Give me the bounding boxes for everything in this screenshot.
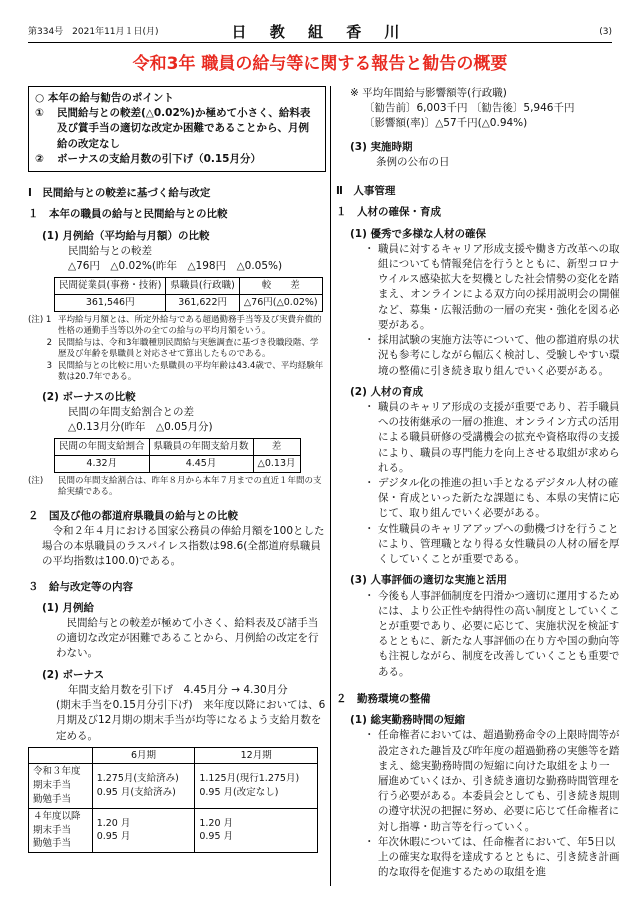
- bullet: ・ 今後も人事評価制度を円滑かつ適切に運用するためには、より公正性や納得性の高い制度としていくことが重要であり、必要に応じて、実施状況を検証するとともに、新たな人事評価の在り方や国の動向等も注視しながら、制度を改善していくことも重要である。: [364, 589, 620, 678]
- text: 〔影響額(率)〕△57千円(△0.94%): [364, 117, 528, 130]
- section-heading: Ⅱ 人事管理: [336, 185, 396, 198]
- bonus-table: 民間の年間支給割合 県職員の年間支給月数 差 4.32月 4.45月 △0.13月: [54, 438, 301, 473]
- page-number: (3): [599, 27, 612, 37]
- paragraph: (期末手当を0.15月分引下げ) 来年度以降においては、6月期及び12月期の期末手当が均等になるよう支給月数を定める。: [56, 699, 326, 742]
- item-heading: (1) 総実勤務時間の短縮: [350, 714, 466, 727]
- text: 〔勧告前〕6,003千円 〔勧告後〕5,946千円: [364, 102, 575, 115]
- note: (注) 1 平均給与月額とは、所定外給与である超過勤務手当等及び実費弁償的性格の通勤手当等以外の全ての給与の平均月額をいう。: [28, 314, 322, 337]
- subsection-heading: １ 本年の職員の給与と民間給与との比較: [28, 208, 228, 221]
- column-divider: [330, 86, 331, 886]
- item-heading: (3) 実施時期: [350, 140, 413, 153]
- item-heading: (1) 優秀で多様な人材の確保: [350, 227, 487, 240]
- bullet: ・ 女性職員のキャリアアップへの動機づけを行うことにより、管理職となり得る女性職員の人材の層を厚くしていくことが重要である。: [364, 522, 620, 566]
- text: ※ 平均年間給与影響額等(行政職): [350, 87, 507, 99]
- points-title: ○ 本年の給与勧告のポイント: [35, 92, 174, 104]
- text: 年間支給月数を引下げ 4.45月分 → 4.30月分: [68, 683, 288, 696]
- item-heading: (1) 月例給（平均給与月額）の比較: [42, 229, 210, 242]
- bullet: ・ 職員に対するキャリア形成支援や働き方改革への取組についても情報発信を行うとともに、新型コロナウイルス感染拡大を契機とした社会情勢の変化を踏まえ、オンラインによる双方向の採用説明会の開催など、募集・広報活動の一層の充実・強化を図る必要がある。: [364, 242, 620, 331]
- page-header: [28, 22, 612, 43]
- publication-title: 日 教 組 香 川: [231, 23, 409, 41]
- bullet: ・ 採用試験の実施方法等について、他の都道府県の状況も参考にしながら幅広く検討し、受験しやすい環境の整備に引き続き取り組んでいく必要がある。: [364, 334, 620, 377]
- bullet: ・ 任命権者においては、超過勤務命令の上限時間等が設定された趣旨及び昨年度の超過勤務の実態等を踏まえ、総実勤務時間の短縮に向けた取組をより一層進めていくほか、引き続き適切な勤務時間管理を行う必要がある。本委員会としても、引き続き規則の遵守状況の把握に努め、必要に応じて任命権者に対し指導・助言等を行っていく。: [364, 729, 620, 833]
- text: 民間給与との較差: [68, 244, 152, 257]
- text: 条例の公布の日: [376, 155, 450, 168]
- point-1: ① 民間給与との較差(△0.02%)か極めて小さく、給料表及び賞手当の適切な改定か困難であることから、月例給の改定なし: [35, 107, 311, 150]
- item-heading: (2) 人材の育成: [350, 385, 424, 398]
- subsection-heading: ２ 国及び他の都道府県職員の給与との比較: [28, 509, 238, 522]
- right-column: [336, 86, 620, 881]
- text: 民間の年間支給割合との差: [68, 405, 194, 418]
- subsection-heading: ３ 給与改定等の内容: [28, 580, 133, 593]
- item-heading: (1) 月例給: [42, 601, 95, 614]
- bullet: ・ デジタル化の推進の担い手となるデジタル人材の確保・育成といった新たな課題にも、本県の実情に応じて、取り組んでいく必要がある。: [364, 477, 620, 520]
- main-title: 令和3年 職員の給与等に関する報告と勧告の概要: [132, 54, 508, 74]
- bullet: ・ 職員のキャリア形成の支援が重要であり、若手職員への技術継承の一層の推進、オンライン方式の活用による職員研修の受講機会の拡充や資格取得の支援により、職員の専門能力を向上させる取組が求められる。: [364, 400, 620, 474]
- point-2: ② ボーナスの支給月数の引下げ（0.15月分）: [35, 152, 261, 165]
- monthly-pay-table: 民間従業員(事務・技術) 県職員(行政職) 較 差 361,546円 361,622円 △76円(△0.02%): [54, 277, 323, 312]
- left-column: [28, 86, 326, 853]
- text: △0.13月分(昨年 △0.05月分): [68, 420, 213, 433]
- section-heading: Ⅰ 民間給与との較差に基づく給与改定: [28, 187, 211, 200]
- item-heading: (2) ボーナス: [42, 668, 105, 681]
- note: 2 民間給与は、令和3年職種別民間給与実態調査に基づき役職段階、学歴及び年齢を県職員と対応させて算出したものである。: [46, 337, 319, 360]
- item-heading: (2) ボーナスの比較: [42, 390, 136, 403]
- note: 3 民間給与との比較に用いた県職員の平均年齢は43.4歳で、平均経験年数は20.7年である。: [46, 360, 324, 383]
- bonus-months-table: 6月期 12月期 令和３年度 期末手当 勤勉手当 1.275月(支給済み) 0.95 月(支給済み) 1.125月(現行1.275月) 0.95 月(改定なし) ４年度以降 期末手当 勤勉手当 1.20 月 0.95 月 1.20 月 0.95 月: [28, 747, 318, 853]
- points-box: [28, 86, 326, 172]
- subsection-heading: １ 人材の確保・育成: [336, 206, 441, 219]
- paragraph: 令和２年４月における国家公務員の俸給月額を100とした場合の本県職員のラスパイレス指数は98.6(全都道府県職員の平均指数は100.0)である。: [42, 524, 325, 568]
- paragraph: 民間給与との較差が極めて小さく、給料表及び諸手当の適切な改定が困難であることから、月例給の改定を行わない。: [56, 616, 319, 660]
- note: (注) 民間の年間支給割合は、昨年８月から本年７月までの直近１年間の支給実績である。: [28, 475, 322, 498]
- issue-date: 第334号 2021年11月１日(月): [28, 27, 159, 37]
- text: △76円 △0.02%(昨年 △198円 △0.05%): [68, 259, 283, 272]
- bullet: ・ 年次休暇については、任命権者において、年5日以上の確実な取得を達成するとともに、引き続き計画的な取得を促進するための取組を進: [364, 835, 620, 879]
- subsection-heading: ２ 勤務環境の整備: [336, 692, 431, 705]
- item-heading: (3) 人事評価の適切な実施と活用: [350, 574, 508, 587]
